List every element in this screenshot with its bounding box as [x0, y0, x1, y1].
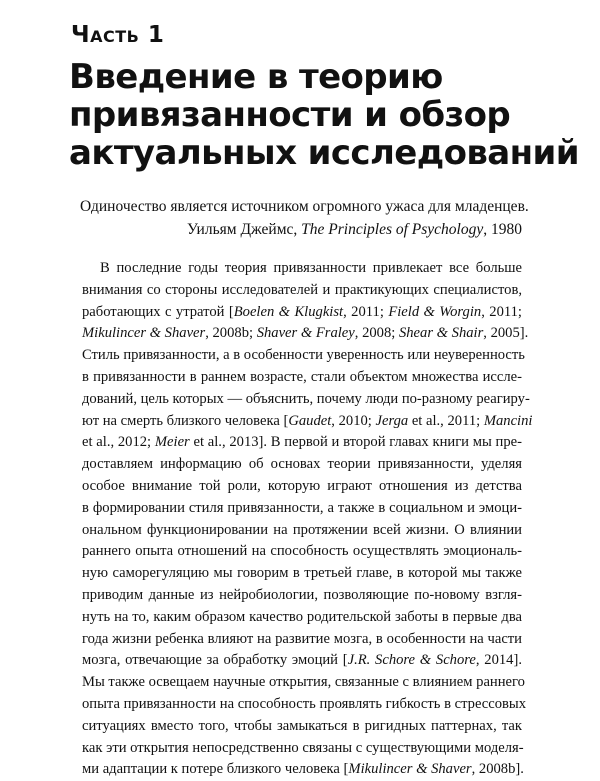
- chapter-title: [69, 57, 579, 173]
- chapter-title-line-3: актуальных исследований: [69, 133, 579, 173]
- chapter-title-line-1: Введение в теорию: [69, 57, 443, 97]
- epigraph-quote: Одиночество является источником огромного ужаса для младенцев.: [80, 198, 529, 215]
- citation-author: Field & Worgin: [388, 303, 482, 320]
- citation-author: Mikulincer & Shaver: [348, 761, 472, 778]
- epigraph-author: Уильям Джеймс,: [186, 221, 302, 238]
- epigraph-year: , 1980: [483, 221, 522, 238]
- epigraph-attribution: [80, 221, 522, 239]
- citation-author: Jerga: [375, 412, 409, 429]
- epigraph-book: The Principles of Psychology: [301, 221, 484, 238]
- body-line: Мы также освещаем научные открытия, связанные с влиянием раннего: [82, 674, 525, 691]
- body-line: Стиль привязанности, а в особенности уверенность или неуверенность: [82, 347, 525, 364]
- body-line: раннего опыта отношений на способность осуществлять эмоциональ-: [82, 543, 522, 560]
- body-line: ситуациях вместо того, чтобы замыкаться в ригидных паттернах, так: [82, 717, 522, 734]
- body-line: ную саморегуляцию мы говорим в третьей главе, в которой мы также: [82, 565, 522, 582]
- body-line: работающих с утратой [Boelen & Klugkist, 2011; Field & Worgin, 2011;: [82, 303, 522, 320]
- body-line: как эти открытия непосредственно связаны с существующими моделя-: [82, 739, 524, 756]
- body-line: et al., 2012; Meier et al., 2013]. В первой и второй главах книги мы пре-: [82, 434, 522, 451]
- citation-author: J.R. Schore & Schore: [347, 652, 476, 669]
- body-line: опыта привязанности на способность проявлять гибкость в стрессовых: [82, 695, 527, 712]
- citation-author: Mikulincer & Shaver: [82, 325, 206, 342]
- body-line: в привязанности в раннем возрасте, стали объектом множества иссле-: [82, 368, 522, 385]
- body-line: особое внимание той роли, которую играют отношения из детства: [82, 477, 522, 494]
- citation-author: Meier: [154, 434, 190, 451]
- body-line: ми адаптации к потере близкого человека [Mikulincer & Shaver, 2008b].: [82, 761, 524, 778]
- body-line: ональном функционировании на протяжении всей жизни. О влиянии: [82, 521, 522, 538]
- part-label: Часть 1: [71, 22, 165, 48]
- citation-author: Shaver & Fraley: [256, 325, 355, 342]
- chapter-title-line-2: привязанности и обзор: [69, 95, 511, 135]
- body-line: мозга, отвечающие за обработку эмоций [J.R. Schore & Schore, 2014].: [82, 652, 522, 669]
- body-line: В последние годы теория привязанности привлекает все больше: [100, 260, 522, 276]
- body-paragraph: [82, 258, 533, 781]
- citation-author: Gaudet: [288, 412, 332, 429]
- body-line: внимания со стороны исследователей и практикующих специалистов,: [82, 281, 522, 298]
- body-line: в формировании стиля привязанности, а также в социальном и эмоци-: [82, 499, 522, 516]
- citation-author: Boelen & Klugkist: [233, 303, 344, 320]
- body-line: года жизни ребенка влияют на развитие мозга, в особенности на части: [82, 630, 522, 647]
- body-line: дований, цель которых — объяснить, почему люди по-разному реагиру-: [82, 390, 530, 407]
- body-line: Mikulincer & Shaver, 2008b; Shaver & Fraley, 2008; Shear & Shair, 2005].: [82, 325, 529, 342]
- body-line: ют на смерть близкого человека [Gaudet, 2010; Jerga et al., 2011; Mancini: [82, 412, 533, 429]
- body-line: приводим данные из нейробиологии, позволяющие по-новому взгля-: [82, 586, 522, 603]
- citation-author: Shear & Shair: [398, 325, 484, 342]
- body-line: нуть на то, каким образом качество родительской заботы в первые два: [82, 608, 522, 625]
- citation-author: Mancini: [483, 412, 533, 429]
- body-line: доставляем информацию об основах теории привязанности, уделяя: [82, 456, 522, 473]
